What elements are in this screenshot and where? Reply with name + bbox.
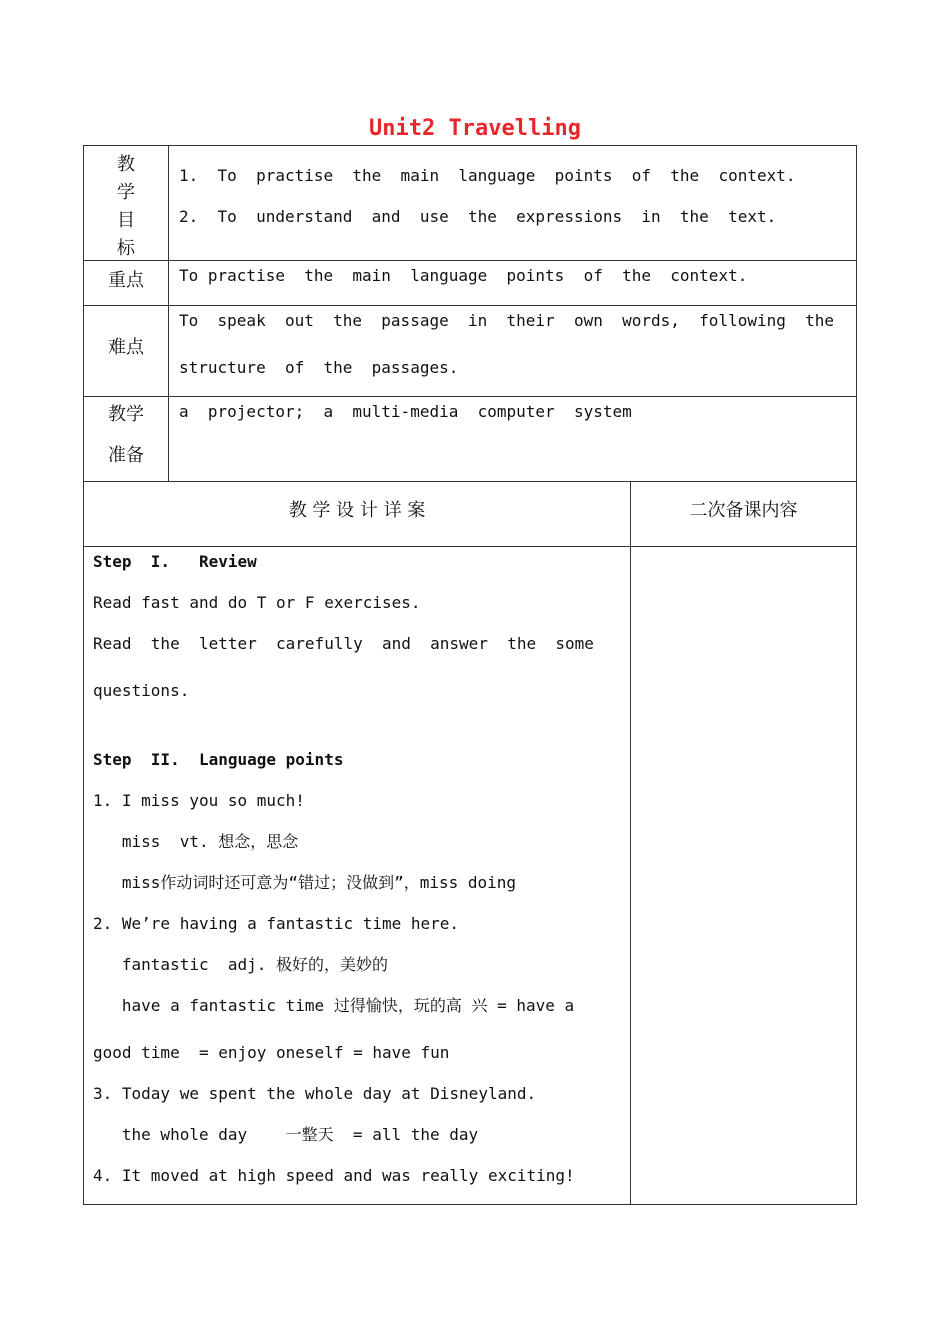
- language-point: 2. We’re having a fantastic time here.: [93, 914, 460, 933]
- content-line: questions.: [93, 681, 190, 700]
- objectives-label-char: 目: [117, 210, 135, 231]
- step2-title: Step II. Language points: [93, 750, 344, 769]
- key-points-text: To practise the main language points of the context.: [179, 266, 748, 285]
- language-point: 1. I miss you so much!: [93, 791, 305, 810]
- language-point-detail: miss作动词时还可意为“错过；没做到”，miss doing: [93, 873, 517, 892]
- row-divider: [83, 546, 857, 547]
- difficulties-label: 难点: [108, 337, 144, 358]
- label-column-divider: [168, 145, 169, 481]
- design-header: 教 学 设 计 详 案: [288, 500, 426, 521]
- content-line: Read fast and do T or F exercises.: [93, 593, 421, 612]
- objective-line: 2. To understand and use the expressions in the text.: [179, 207, 777, 226]
- language-point: 4. It moved at high speed and was really exciting!: [93, 1166, 575, 1185]
- row-divider: [83, 481, 857, 482]
- objectives-label-char: 标: [117, 238, 135, 259]
- step1-title: Step I. Review: [93, 552, 257, 571]
- preparation-label: 准备: [108, 445, 144, 466]
- preparation-text: a projector; a multi-media computer system: [179, 402, 632, 421]
- row-divider: [83, 396, 857, 397]
- preparation-label: 教学: [108, 404, 144, 425]
- language-point-detail: the whole day 一整天 = all the day: [93, 1125, 479, 1144]
- language-point-detail: miss vt. 想念，思念: [93, 832, 299, 851]
- language-point: 3. Today we spent the whole day at Disneyland.: [93, 1084, 537, 1103]
- row-divider: [83, 260, 857, 261]
- objective-line: 1. To practise the main language points of the context.: [179, 166, 796, 185]
- content-line: Read the letter carefully and answer the some: [93, 634, 594, 653]
- language-point-detail: good time = enjoy oneself = have fun: [93, 1043, 450, 1062]
- difficulties-line: To speak out the passage in their own words, following the: [179, 311, 835, 330]
- notes-column-divider: [630, 481, 631, 1205]
- document-title: Unit2 Travelling: [369, 116, 581, 141]
- language-point-detail: have a fantastic time 过得愉快，玩的高 兴 = have a: [93, 996, 575, 1015]
- objectives-label-char: 教: [117, 154, 135, 175]
- secondary-prep-header: 二次备课内容: [689, 500, 798, 521]
- language-point-detail: fantastic adj. 极好的，美妙的: [93, 955, 389, 974]
- difficulties-line: structure of the passages.: [179, 358, 459, 377]
- row-divider: [83, 305, 857, 306]
- key-points-label: 重点: [108, 270, 144, 291]
- objectives-label-char: 学: [117, 182, 135, 203]
